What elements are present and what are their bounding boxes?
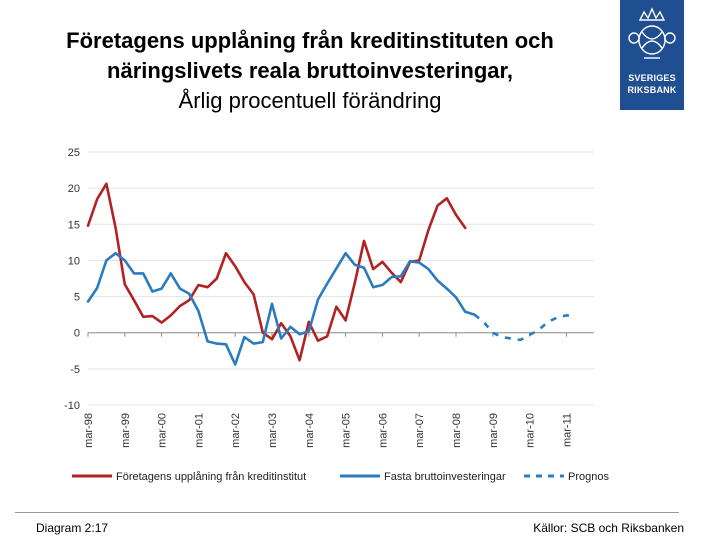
x-tick-label: mar-06	[377, 413, 390, 448]
y-tick-label: 0	[73, 327, 80, 340]
y-tick-label: 5	[73, 291, 80, 304]
source-note: Källor: SCB och Riksbanken	[533, 521, 684, 535]
diagram-label: Diagram 2:17	[36, 521, 109, 535]
y-tick-label: 25	[67, 147, 80, 159]
x-tick-label: mar-09	[487, 413, 500, 448]
x-tick-label: mar-05	[340, 413, 353, 448]
series-line-2	[88, 253, 474, 364]
y-tick-label: -5	[70, 363, 80, 376]
x-tick-label: mar-04	[303, 413, 316, 448]
plot-area	[88, 152, 594, 405]
title-line-1: Företagens upplåning från kreditinstituten och	[66, 28, 554, 53]
footer-divider	[15, 512, 679, 513]
x-axis	[83, 333, 573, 448]
x-tick-label: mar-98	[83, 413, 95, 448]
x-tick-label: mar-03	[267, 413, 279, 448]
series-line-3	[474, 315, 575, 340]
y-tick-label: 15	[67, 219, 80, 232]
logo-text-line-2: RIKSBANK	[627, 85, 677, 95]
legend	[72, 471, 609, 483]
x-tick-label: mar-10	[524, 413, 537, 448]
title-line-2: näringslivets reala bruttoinvesteringar,	[107, 58, 513, 83]
y-tick-label: 10	[67, 255, 80, 268]
x-tick-label: mar-02	[230, 413, 243, 448]
y-axis	[64, 147, 80, 412]
y-tick-label: -10	[64, 400, 80, 412]
legend-label: Prognos	[568, 471, 609, 483]
x-tick-label: mar-07	[414, 413, 427, 448]
series-line-1	[88, 184, 465, 360]
x-tick-label: mar-11	[561, 413, 574, 448]
x-tick-label: mar-01	[193, 413, 206, 448]
legend-label: Fasta bruttoinvesteringar	[384, 471, 506, 483]
x-tick-label: mar-00	[156, 413, 169, 448]
legend-label: Företagens upplåning från kreditinstitut	[116, 471, 307, 483]
y-tick-label: 20	[67, 183, 80, 196]
logo-text-line-1: SVERIGES	[628, 73, 676, 83]
x-tick-label: mar-99	[119, 413, 132, 448]
x-tick-label: mar-08	[451, 413, 463, 448]
chart-subtitle: Årlig procentuell förändring	[178, 88, 442, 113]
series-group	[88, 184, 576, 365]
